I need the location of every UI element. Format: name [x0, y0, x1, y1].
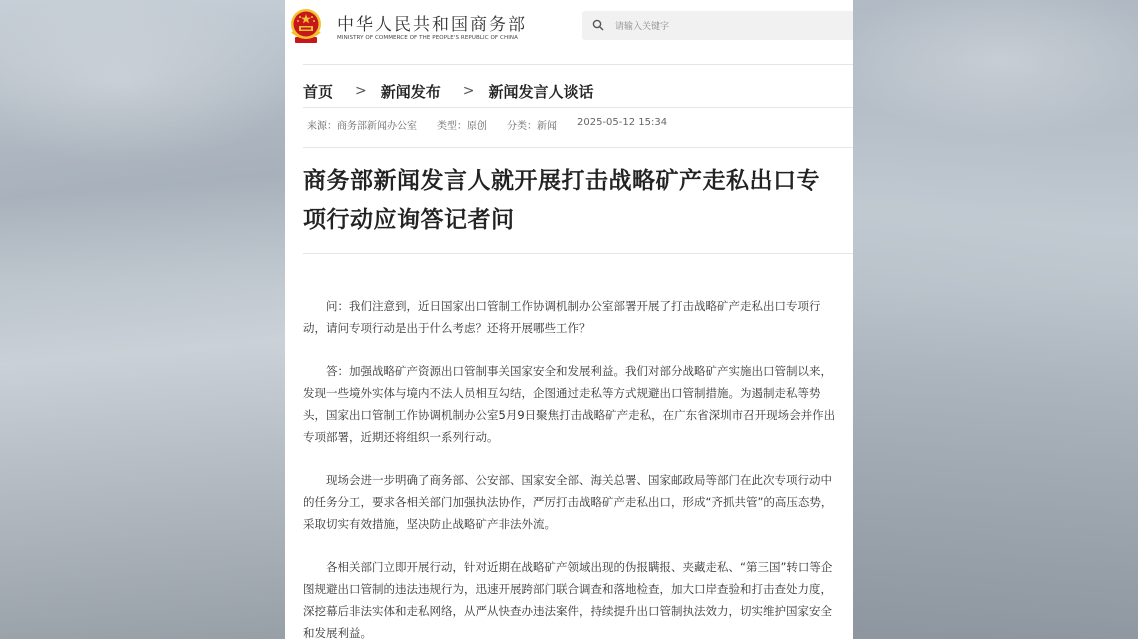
header-divider	[303, 64, 853, 65]
background-right	[853, 0, 1138, 639]
article-meta	[307, 117, 667, 132]
breadcrumb-separator: >	[462, 83, 475, 99]
article-paragraph: 现场会进一步明确了商务部、公安部、国家安全部、海关总署、国家邮政局等部门在此次专项行动中的任务分工，要求各相关部门加强执法协作，严厉打击战略矿产走私出口，形成“齐抓共管”的高压态势，采取切实有效措施，坚决防止战略矿产非法外流。	[303, 473, 833, 531]
article-paragraph: 各相关部门立即开展行动，针对近期在战略矿产领域出现的伪报瞒报、夹藏走私、“第三国”转口等企图规避出口管制的违法违规行为，迅速开展跨部门联合调查和落地检查，加大口岸查验和打击查处力度，深挖幕后非法实体和走私网络，从严从快查办违法案件，持续提升出口管制执法效力，切实维护国家安全和发展利益。	[303, 560, 833, 639]
meta-datetime: 2025-05-12 15:34	[577, 117, 668, 128]
site-name-cn[interactable]: 中华人民共和国商务部	[337, 15, 527, 35]
breadcrumb-separator: >	[355, 83, 367, 99]
article-paragraph: 答：加强战略矿产资源出口管制事关国家安全和发展利益。我们对部分战略矿产实施出口管制以来，发现一些境外实体与境内不法人员相互勾结，企图通过走私等方式规避出口管制措施。为遏制走私等势头，国家出口管制工作协调机制办公室5月9日聚焦打击战略矿产走私，在广东省深圳市召开现场会并作出专项部署，近期还将组织一系列行动。	[303, 364, 836, 444]
article-paragraph: 问：我们注意到，近日国家出口管制工作协调机制办公室部署开展了打击战略矿产走私出口专项行动，请问专项行动是出于什么考虑？还将开展哪些工作？	[303, 299, 821, 335]
article-body	[303, 295, 843, 639]
site-name-en: MINISTRY OF COMMERCE OF THE PEOPLE'S REPUBLIC OF CHINA	[337, 35, 519, 41]
search-icon[interactable]	[592, 19, 604, 31]
breadcrumb-spokesperson-talks[interactable]: 新闻发言人谈话	[488, 82, 594, 101]
background-left	[0, 0, 285, 639]
search-input[interactable]	[582, 11, 853, 40]
article-title: 商务部新闻发言人就开展打击战略矿产走私出口专项行动应询答记者问	[303, 168, 820, 233]
meta-divider	[303, 147, 853, 148]
breadcrumb-home[interactable]: 首页	[303, 82, 334, 101]
breadcrumb	[303, 80, 594, 102]
site-header	[285, 0, 853, 52]
meta-type: 类型：原创	[437, 121, 487, 132]
article-page	[285, 0, 853, 639]
national-emblem-icon[interactable]	[289, 8, 323, 44]
search-placeholder: 请输入关键字	[615, 22, 670, 32]
meta-source: 来源：商务部新闻办公室	[307, 121, 417, 132]
title-divider	[303, 253, 853, 254]
breadcrumb-divider	[303, 107, 853, 108]
breadcrumb-news-release[interactable]: 新闻发布	[380, 82, 441, 101]
meta-category: 分类：新闻	[507, 121, 557, 132]
